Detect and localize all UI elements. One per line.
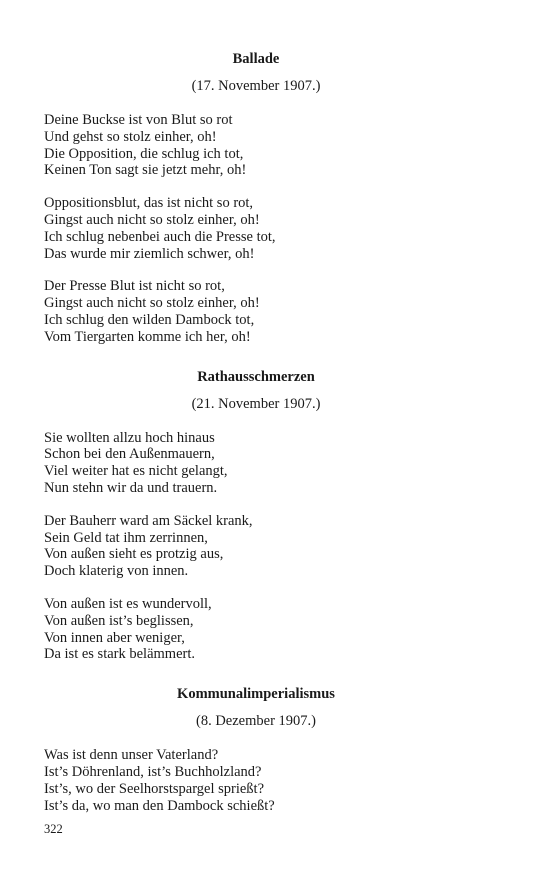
poem-stanzas	[44, 430, 468, 664]
poem-title: Kommunalimperialismus	[177, 686, 335, 703]
verse-line: Ist’s, wo der Seelhorstspargel sprießt?	[44, 780, 265, 797]
stanza	[44, 278, 468, 345]
verse-line: Deine Buckse ist von Blut so rot	[44, 112, 233, 128]
verse-line: Die Opposition, die schlug ich tot,	[44, 145, 244, 162]
page-number: 322	[44, 822, 63, 836]
verse-line: Gingst auch nicht so stolz einher, oh!	[44, 295, 260, 312]
verse-line: Keinen Ton sagt sie jetzt mehr, oh!	[44, 162, 247, 179]
verse-line: Doch klaterig von innen.	[44, 563, 189, 580]
verse-line: Was ist denn unser Vaterland?	[44, 747, 219, 764]
page-body	[44, 50, 468, 814]
verse-line: Gingst auch nicht so stolz einher, oh!	[44, 211, 260, 228]
poem-ballade	[44, 50, 468, 346]
poem-date: (8. Dezember 1907.)	[196, 713, 316, 730]
verse-line: Von außen ist es wundervoll,	[44, 595, 212, 612]
stanza	[44, 513, 468, 580]
verse-line: Das wurde mir ziemlich schwer, oh!	[44, 245, 255, 262]
verse-line: Oppositionsblut, das ist nicht so rot,	[44, 195, 254, 212]
verse-line: Sie wollten allzu hoch hinaus	[44, 429, 215, 446]
poem-stanzas	[44, 112, 468, 346]
verse-line: Ich schlug nebenbei auch die Presse tot,	[44, 228, 276, 245]
poem-date: (21. November 1907.)	[191, 395, 321, 412]
stanza	[44, 195, 468, 262]
poem-title: Rathausschmerzen	[197, 368, 315, 385]
poem-title: Ballade	[232, 51, 280, 67]
verse-line: Ich schlug den wilden Dambock tot,	[44, 311, 255, 328]
verse-line: Von außen sieht es protzig aus,	[44, 546, 224, 563]
verse-line: Viel weiter hat es nicht gelangt,	[44, 463, 228, 480]
verse-line: Da ist es stark belämmert.	[44, 646, 195, 663]
verse-line: Der Bauherr ward am Säckel krank,	[44, 512, 253, 529]
verse-line: Von innen aber weniger,	[44, 629, 185, 646]
verse-line: Vom Tiergarten komme ich her, oh!	[44, 328, 251, 345]
poem-rathausschmerzen	[44, 368, 468, 664]
poem-date: (17. November 1907.)	[191, 78, 321, 94]
verse-line: Und gehst so stolz einher, oh!	[44, 128, 217, 145]
stanza	[44, 596, 468, 663]
verse-line: Ist’s Döhrenland, ist’s Buchholzland?	[44, 763, 262, 780]
verse-line: Der Presse Blut ist nicht so rot,	[44, 278, 225, 295]
verse-line: Ist’s da, wo man den Dambock schießt?	[44, 797, 275, 814]
verse-line: Von außen ist’s beglissen,	[44, 612, 194, 629]
verse-line: Nun stehn wir da und trauern.	[44, 479, 218, 496]
stanza	[44, 112, 468, 179]
poem-stanzas	[44, 747, 468, 814]
poem-kommunalimperialismus	[44, 685, 468, 814]
stanza	[44, 430, 468, 497]
verse-line: Schon bei den Außenmauern,	[44, 446, 215, 463]
verse-line: Sein Geld tat ihm zerrinnen,	[44, 529, 208, 546]
stanza	[44, 747, 468, 814]
